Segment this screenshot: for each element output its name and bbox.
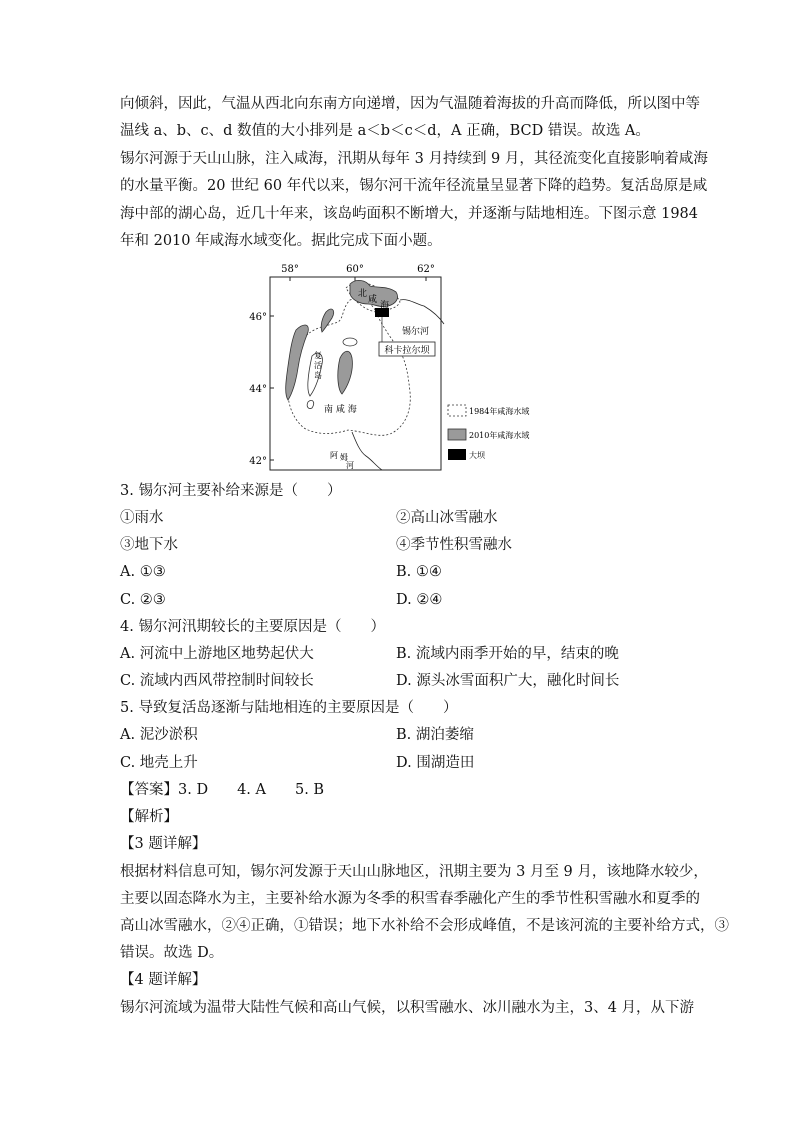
d3-heading: 【3 题详解】 bbox=[120, 836, 207, 852]
q4-option-b: B. 流域内雨季开始的早，结束的晚 bbox=[396, 646, 619, 662]
q5-stem: 5. 导致复活岛逐渐与陆地相连的主要原因是（ ） bbox=[120, 700, 458, 716]
island-label-2: 活 bbox=[314, 361, 322, 370]
q5-option-d: D. 围湖造田 bbox=[396, 755, 475, 771]
aral-sea-map bbox=[248, 262, 558, 474]
q3-option-a: A. ①③ bbox=[120, 564, 166, 580]
amu-river bbox=[352, 432, 382, 470]
q3-item-3: ③地下水 bbox=[120, 537, 178, 553]
amu-label-2: 姆 bbox=[340, 453, 348, 462]
q4-option-c: C. 流域内西风带控制时间较长 bbox=[120, 673, 314, 689]
lat-42: 42° bbox=[249, 456, 267, 467]
west-sea-2010 bbox=[286, 325, 309, 400]
amu-label-1: 阿 bbox=[330, 451, 338, 460]
strait-sea-2010 bbox=[321, 309, 333, 332]
d4-heading: 【4 题详解】 bbox=[120, 972, 207, 988]
amu-label-3: 河 bbox=[346, 461, 354, 470]
d4-line-1: 锡尔河流域为温带大陆性气候和高山气候，以积雪融水、冰川融水为主，3、4 月，从下游 bbox=[120, 1000, 695, 1016]
lon-58: 58° bbox=[281, 264, 299, 275]
legend-dam-swatch bbox=[448, 449, 466, 460]
q4-option-a: A. 河流中上游地区地势起伏大 bbox=[120, 646, 314, 662]
q3-item-4: ④季节性积雪融水 bbox=[396, 537, 512, 553]
passage-line-1: 锡尔河源于天山山脉，注入咸海，汛期从每年 3 月持续到 9 月，其径流变化直接影响着咸海 bbox=[120, 151, 708, 167]
legend-dam-label: 大坝 bbox=[469, 451, 485, 460]
q4-option-d: D. 源头冰雪面积广大，融化时间长 bbox=[396, 673, 620, 689]
north-sea-label-1: 北 bbox=[358, 289, 368, 299]
legend-2010-swatch bbox=[448, 429, 466, 440]
q3-option-d: D. ②④ bbox=[396, 592, 443, 608]
q5-option-c: C. 地壳上升 bbox=[120, 755, 198, 771]
intro-line-1: 向倾斜，因此，气温从西北向东南方向递增，因为气温随着海拔的升高而降低，所以图中等 bbox=[120, 96, 700, 112]
island-label-3: 岛 bbox=[314, 371, 322, 380]
dam-label: 科卡拉尔坝 bbox=[384, 346, 430, 356]
syr-river-label: 锡尔河 bbox=[402, 327, 430, 337]
east-sea-2010 bbox=[338, 351, 353, 394]
small-lake bbox=[343, 338, 357, 346]
d3-line-4: 错误。故选 D。 bbox=[120, 945, 224, 961]
syr-river bbox=[400, 300, 444, 324]
q4-stem: 4. 锡尔河汛期较长的主要原因是（ ） bbox=[120, 619, 385, 635]
lat-46: 46° bbox=[249, 312, 267, 323]
island-label-1: 复 bbox=[314, 351, 322, 360]
legend-1984-swatch bbox=[448, 405, 466, 416]
north-sea-label-3: 海 bbox=[380, 301, 390, 311]
d3-line-3: 高山冰雪融水，②④正确，①错误；地下水补给不会形成峰值，不是该河流的主要补给方式，③ bbox=[120, 918, 729, 934]
passage-line-4: 年和 2010 年咸海水域变化。据此完成下面小题。 bbox=[120, 233, 442, 249]
lon-62: 62° bbox=[417, 264, 435, 275]
legend-2010-label: 2010年咸海水域 bbox=[469, 431, 530, 440]
q3-option-b: B. ①④ bbox=[396, 564, 442, 580]
analysis-heading: 【解析】 bbox=[120, 809, 178, 825]
south-sea-label: 南 咸 海 bbox=[324, 405, 357, 415]
lon-60: 60° bbox=[346, 264, 364, 275]
q3-option-c: C. ②③ bbox=[120, 592, 166, 608]
passage-line-2: 的水量平衡。20 世纪 60 年代以来，锡尔河干流年径流量呈显著下降的趋势。复活岛原是咸 bbox=[120, 178, 708, 194]
q3-item-2: ②高山冰雪融水 bbox=[396, 510, 498, 526]
intro-line-2: 温线 a、b、c、d 数值的大小排列是 a＜b＜c＜d，A 正确，BCD 错误。故选 A。 bbox=[120, 123, 650, 139]
lat-44: 44° bbox=[249, 384, 267, 395]
q3-item-1: ①雨水 bbox=[120, 510, 164, 526]
q5-option-a: A. 泥沙淤积 bbox=[120, 727, 198, 743]
passage-line-3: 海中部的湖心岛，近几十年来，该岛屿面积不断增大，并逐渐与陆地相连。下图示意 1984 bbox=[120, 206, 699, 222]
d3-line-1: 根据材料信息可知，锡尔河发源于天山山脉地区，汛期主要为 3 月至 9 月，该地降水较少， bbox=[120, 864, 708, 880]
q3-stem: 3. 锡尔河主要补给来源是（ ） bbox=[120, 483, 342, 499]
q5-option-b: B. 湖泊萎缩 bbox=[396, 727, 474, 743]
north-sea-label-2: 咸 bbox=[368, 295, 378, 305]
islet bbox=[307, 400, 313, 408]
legend-1984-label: 1984年咸海水域 bbox=[469, 407, 530, 416]
d3-line-2: 主要以固态降水为主，主要补给水源为冬季的积雪春季融化产生的季节性积雪融水和夏季的 bbox=[120, 891, 700, 907]
answer-line: 【答案】3. D 4. A 5. B bbox=[120, 782, 325, 798]
